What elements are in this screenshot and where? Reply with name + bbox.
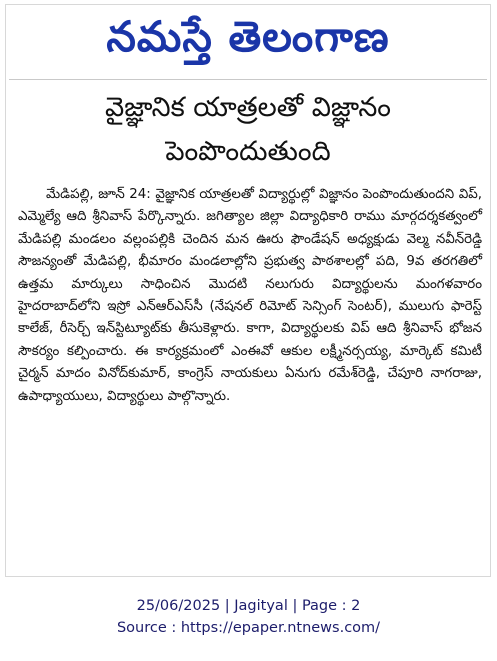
newspaper-masthead: నమస్తే తెలంగాణ [106,12,390,61]
article-body: మేడిపల్లి, జూన్ 24: వైజ్ఞానిక యాత్రలతో విద్యార్థుల్లో విజ్ఞానం పెంపొందుతుందని విప్, ఎమ్మెల్యే ఆది శ్రీనివాస్ పేర్కొన్నారు. జగిత్యాల జిల్లా విద్యాధికారి రాము మార్గదర్శకత్వంలో మేడిపల్లి మండలం వల్లంపల్లికి చెందిన మన ఊరు ఫౌండేషన్ అధ్యక్షుడు వెల్మ నవీన్‌రెడ్డి సౌజన్యంతో మేడిపల్లి, భీమారం మండలాల్లోని ప్రభుత్వ పాఠశాలల్లో పది, 9వ తరగతిలో ఉత్తమ మార్కులు సాధించిన మొదటి నలుగురు విద్యార్థులను మంగళవారం హైదరాబాద్‌లోని ఇస్రో ఎన్‌ఆర్‌ఎస్‌సీ (నేషనల్ రిమోట్ సెన్సింగ్ సెంటర్), ములుగు ఫారెస్ట్ కాలేజ్, రీసెర్చ్ ఇన్‌స్టిట్యూట్‌కు తీసుకెళ్లారు. కాగా, విద్యార్థులకు విప్ ఆది శ్రీనివాస్ భోజన సౌకర్యం కల్పించారు. ఈ కార్యక్రమంలో ఎంఈవో ఆకుల లక్ష్మీనర్సయ్య, మార్కెట్ కమిటీ చైర్మన్ మాదం వినోద్‌కుమార్, కాంగ్రెస్ నాయకులు ఏనుగు రమేశ్‌రెడ్డి, చేపూరి నాగరాజు, ఉపాధ్యాయులు, విద్యార్థులు పాల్గొన్నారు. [18,187,482,404]
footer-source-line: Source : https://epaper.ntnews.com/ [116,620,381,636]
masthead-divider [9,79,487,80]
article-headline-line-1: వైజ్ఞానిక యాత్రలతో విజ్ఞానం [105,92,391,123]
footer-date-line: 25/06/2025 | Jagityal | Page : 2 [136,598,361,614]
newspaper-clipping [5,4,491,577]
article-headline-line-2: పెంపొందుతుంది [165,136,331,167]
